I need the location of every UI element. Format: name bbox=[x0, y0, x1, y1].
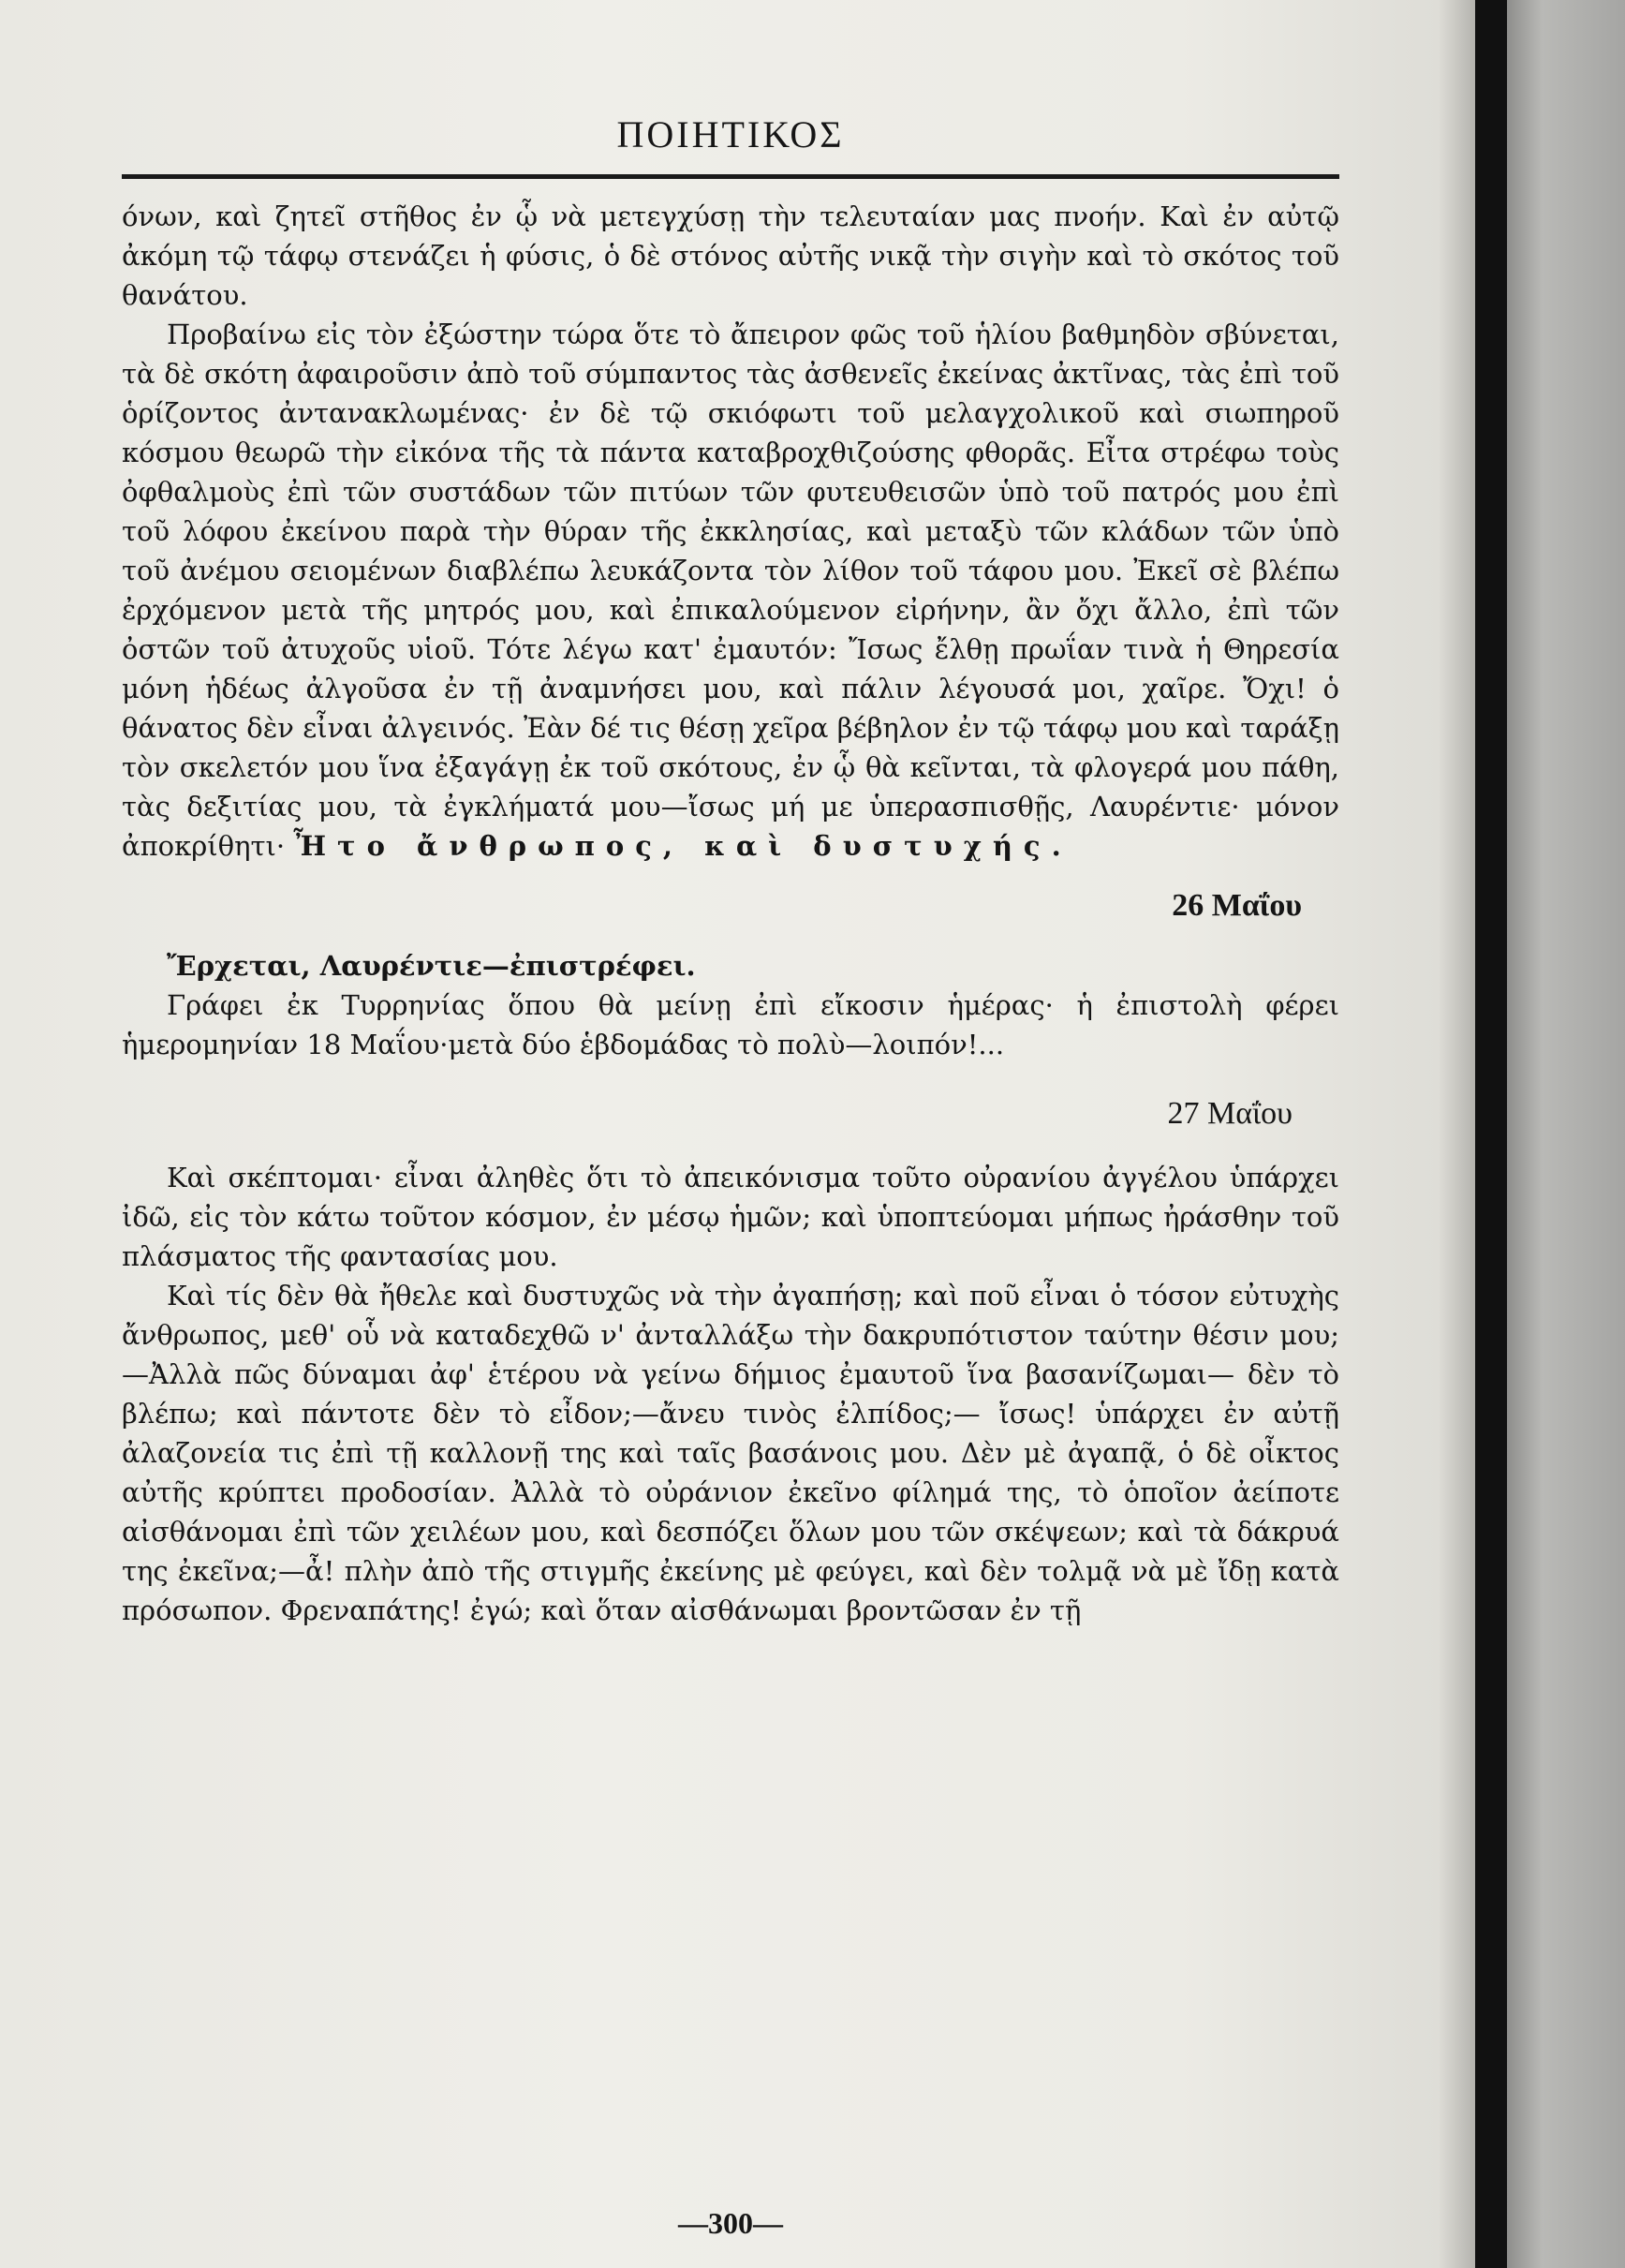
book-edge-background bbox=[1507, 0, 1625, 2268]
paragraph-1: όνων, καὶ ζητεῖ στῆθος ἐν ᾧ νὰ μετεγχύσῃ τὴν τελευταίαν μας πνοήν. Καὶ ἐν αὐτῷ ἀκόμη τῷ τάφῳ στενάζει ἡ φύσις, ὁ δὲ στόνος αὐτῆς νικᾷ τὴν σιγὴν καὶ τὸ σκότος τοῦ θανάτου. bbox=[122, 200, 1339, 311]
paragraph-2 bbox=[122, 315, 1339, 866]
paragraph-5: Καὶ σκέπτομαι· εἶναι ἀληθὲς ὅτι τὸ ἀπεικόνισμα τοῦτο οὐρανίου ἀγγέλου ὑπάρχει ἰδῶ, εἰς τὸν κάτω τοῦτον κόσμον, ἐν μέσῳ ἡμῶν; καὶ ὑποπτεύομαι μήπως ἠράσθην τοῦ πλάσματος τῆς φαντασίας μου. bbox=[122, 1162, 1339, 1272]
header-rule bbox=[122, 174, 1339, 179]
paragraph-4: Γράφει ἐκ Τυρρηνίας ὅπου θὰ μείνῃ ἐπὶ εἴκοσιν ἡμέρας· ἡ ἐπιστολὴ φέρει ἡμερομηνίαν 18 Μαΐου·μετὰ δύο ἑβδομάδας τὸ πολὺ—λοιπόν!... bbox=[122, 989, 1339, 1060]
paragraph-2-text: Προβαίνω εἰς τὸν ἐξώστην τώρα ὅτε τὸ ἄπειρον φῶς τοῦ ἡλίου βαθμηδὸν σβύνεται, τὰ δὲ σκότη ἀφαιροῦσιν ἀπὸ τοῦ σύμπαντος τὰς ἀσθενεῖς ἐκείνας ἀκτῖνας, τὰς ἐπὶ τοῦ ὁρίζοντος ἀντανακλωμένας· ἐν δὲ τῷ σκιόφωτι τοῦ μελαγχολικοῦ καὶ σιωπηροῦ κόσμου θεωρῶ τὴν εἰκόνα τῆς τὰ πάντα καταβροχθιζούσης φθορᾶς. Εἶτα στρέφω τοὺς ὀφθαλμοὺς ἐπὶ τῶν συστάδων τῶν πιτύων τῶν φυτευθεισῶν ὑπὸ τοῦ πατρός μου ἐπὶ τοῦ λόφου ἐκείνου παρὰ τὴν θύραν τῆς ἐκκλησίας, καὶ μεταξὺ τῶν κλάδων τῶν ὑπὸ τοῦ ἀνέμου σειομένων διαβλέπω λευκάζοντα τὸν λίθον τοῦ τάφου μου. Ἐκεῖ σὲ βλέπω ἐρχόμενον μετὰ τῆς μητρός μου, καὶ ἐπικαλούμενον εἰρήνην, ἂν ὄχι ἄλλο, ἐπὶ τῶν ὀστῶν τοῦ ἀτυχοῦς υἱοῦ. Τότε λέγω κατ' ἐμαυτόν: Ἴσως ἔλθῃ πρωΐαν τινὰ ἡ Θηρεσία μόνη ἡδέως ἀλγοῦσα ἐν τῇ ἀναμνήσει μου, καὶ πάλιν λέγουσά μοι, χαῖρε. Ὄχι! ὁ θάνατος δὲν εἶναι ἀλγεινός. Ἐὰν δέ τις θέσῃ χεῖρα βέβηλον ἐν τῷ τάφῳ μου καὶ ταράξῃ τὸν σκελετόν μου ἵνα ἐξαγάγῃ ἐκ τοῦ σκότους, ἐν ᾧ θὰ κεῖνται, τὰ φλογερά μου πάθη, τὰς δεξιτίας μου, τὰ ἐγκλήματά μου—ἴσως μή με ὑπερασπισθῇς, Λαυρέντιε· μόνον ἀποκρίθητι· bbox=[122, 319, 1339, 862]
date-heading-1: 26 Μαΐου bbox=[1172, 888, 1302, 923]
gutter-shadow bbox=[1438, 0, 1475, 2268]
paragraph-3: Ἔρχεται, Λαυρέντιε—ἐπιστρέφει. bbox=[167, 950, 696, 982]
date-heading-2: 27 Μαΐου bbox=[1167, 1096, 1293, 1131]
page-number: —300— bbox=[678, 2206, 783, 2240]
book-edge-dark bbox=[1475, 0, 1507, 2268]
body-text bbox=[122, 197, 1339, 1630]
paragraph-6: Καὶ τίς δὲν θὰ ἤθελε καὶ δυστυχῶς νὰ τὴν ἀγαπήσῃ; καὶ ποῦ εἶναι ὁ τόσον εὐτυχὴς ἄνθρωπος, μεθ' οὗ νὰ καταδεχθῶ ν' ἀνταλλάξω τὴν δακρυπότιστον ταύτην θέσιν μου;—Ἀλλὰ πῶς δύναμαι ἀφ' ἑτέρου νὰ γείνω δήμιος ἐμαυτοῦ ἵνα βασανίζωμαι— δὲν τὸ βλέπω; καὶ πάντοτε δὲν τὸ εἶδον;—ἄνευ τινὸς ἐλπίδος;— ἴσως! ὑπάρχει ἐν αὐτῇ ἀλαζονεία τις ἐπὶ τῇ καλλονῇ της καὶ ταῖς βασάνοις μου. Δὲν μὲ ἀγαπᾷ, ὁ δὲ οἶκτος αὐτῆς κρύπτει προδοσίαν. Ἀλλὰ τὸ οὐράνιον ἐκεῖνο φίλημά της, τὸ ὁποῖον ἀείποτε αἰσθάνομαι ἐπὶ τῶν χειλέων μου, καὶ δεσπόζει ὅλων μου τῶν σκέψεων; καὶ τὰ δάκρυά της ἐκεῖνα;—ἆ! πλὴν ἀπὸ τῆς στιγμῆς ἐκείνης μὲ φεύγει, καὶ δὲν τολμᾷ νὰ μὲ ἴδῃ κατὰ πρόσωπον. Φρεναπάτης! ἐγώ; καὶ ὅταν αἰσθάνωμαι βροντῶσαν ἐν τῇ bbox=[122, 1280, 1339, 1626]
paragraph-2-spaced-phrase: Ἦτο ἄνθρωπος, καὶ δυστυχής. bbox=[293, 830, 1072, 862]
running-head-title: ΠΟΙΗΤΙΚΟΣ bbox=[616, 113, 845, 156]
